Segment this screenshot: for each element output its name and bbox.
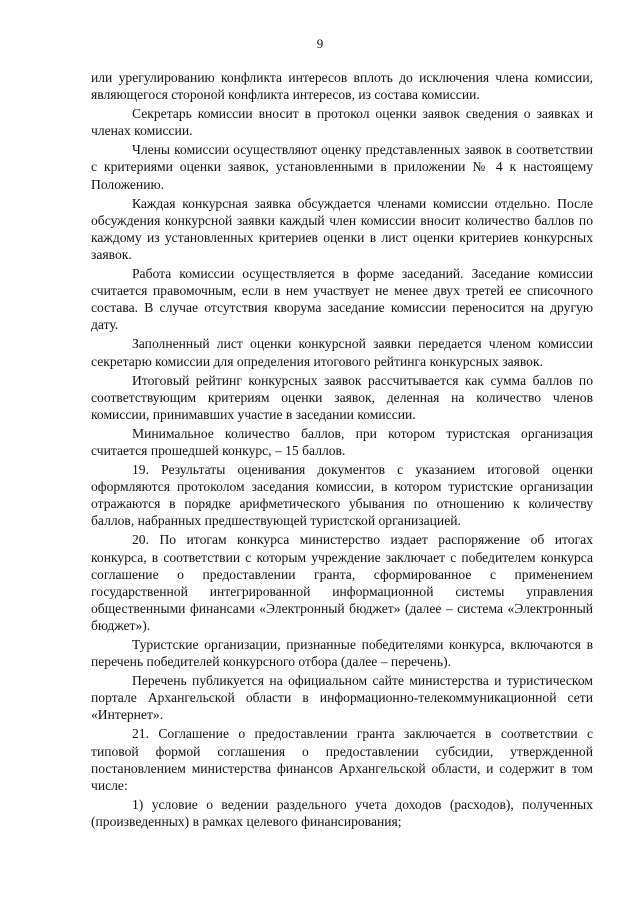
paragraph-item-20: 20. По итогам конкурса министерство издает распоряжение об итогах конкурса, в соответствии с которым учреждение заключает с победителем конкурса соглашение о предоставлении гранта, сформированное с применением государственной интегрированной информационной системы управления общественными финансами «Электронный бюджет» (далее – система «Электронный бюджет»). xyxy=(91,532,593,633)
document-body xyxy=(91,69,593,832)
paragraph-secretary-protocol: Секретарь комиссии вносит в протокол оценки заявок сведения о заявках и членах комиссии. xyxy=(91,106,593,139)
page-number: 9 xyxy=(316,36,324,51)
paragraph-commission-meetings: Работа комиссии осуществляется в форме заседаний. Заседание комиссии считается правомочным, если в нем участвует не менее двух третей ее списочного состава. В случае отсутствия кворума заседание комиссии переносится на другую дату. xyxy=(91,266,593,333)
paragraph-final-rating: Итоговый рейтинг конкурсных заявок рассчитывается как сумма баллов по соответствующим критериям оценки заявок, деленная на количество членов комиссии, принимавших участие в заседании комиссии. xyxy=(91,372,593,422)
paragraph-application-discussion: Каждая конкурсная заявка обсуждается членами комиссии отдельно. После обсуждения конкурсной заявки каждый член комиссии вносит количество баллов по каждому из установленных критериев оценки в лист оценки критериев конкурсных заявок. xyxy=(91,195,593,262)
paragraph-winners-list: Туристские организации, признанные победителями конкурса, включаются в перечень победителей конкурсного отбора (далее – перечень). xyxy=(91,637,593,670)
paragraph-evaluation-sheet: Заполненный лист оценки конкурсной заявки передается членом комиссии секретарю комиссии для определения итогового рейтинга конкурсных заявок. xyxy=(91,336,593,369)
paragraph-members-evaluation: Члены комиссии осуществляют оценку представленных заявок в соответствии с критериями оценки заявок, установленными в приложении № 4 к настоящему Положению. xyxy=(91,142,593,192)
paragraph-subitem-1: 1) условие о ведении раздельного учета доходов (расходов), полученных (произведенных) в рамках целевого финансирования; xyxy=(91,796,593,829)
paragraph-minimum-score: Минимальное количество баллов, при котором туристская организация считается прошедшей конкурс, – 15 баллов. xyxy=(91,425,593,458)
paragraph-item-19: 19. Результаты оценивания документов с указанием итоговой оценки оформляются протоколом заседания комиссии, в котором туристские организации отражаются в порядке арифметического убывания по отношению к количеству баллов, набранных предшествующей туристской организацией. xyxy=(91,462,593,529)
paragraph-item-21: 21. Соглашение о предоставлении гранта заключается в соответствии с типовой формой соглашения о предоставлении субсидии, утвержденной постановлением министерства финансов Архангельской области, и содержит в том числе: xyxy=(91,726,593,793)
paragraph-list-publication: Перечень публикуется на официальном сайте министерства и туристическом портале Архангельской области в информационно-телекоммуникационной сети «Интернет». xyxy=(91,673,593,723)
paragraph-continuation: или урегулированию конфликта интересов вплоть до исключения члена комиссии, являющегося стороной конфликта интересов, из состава комиссии. xyxy=(91,70,593,103)
